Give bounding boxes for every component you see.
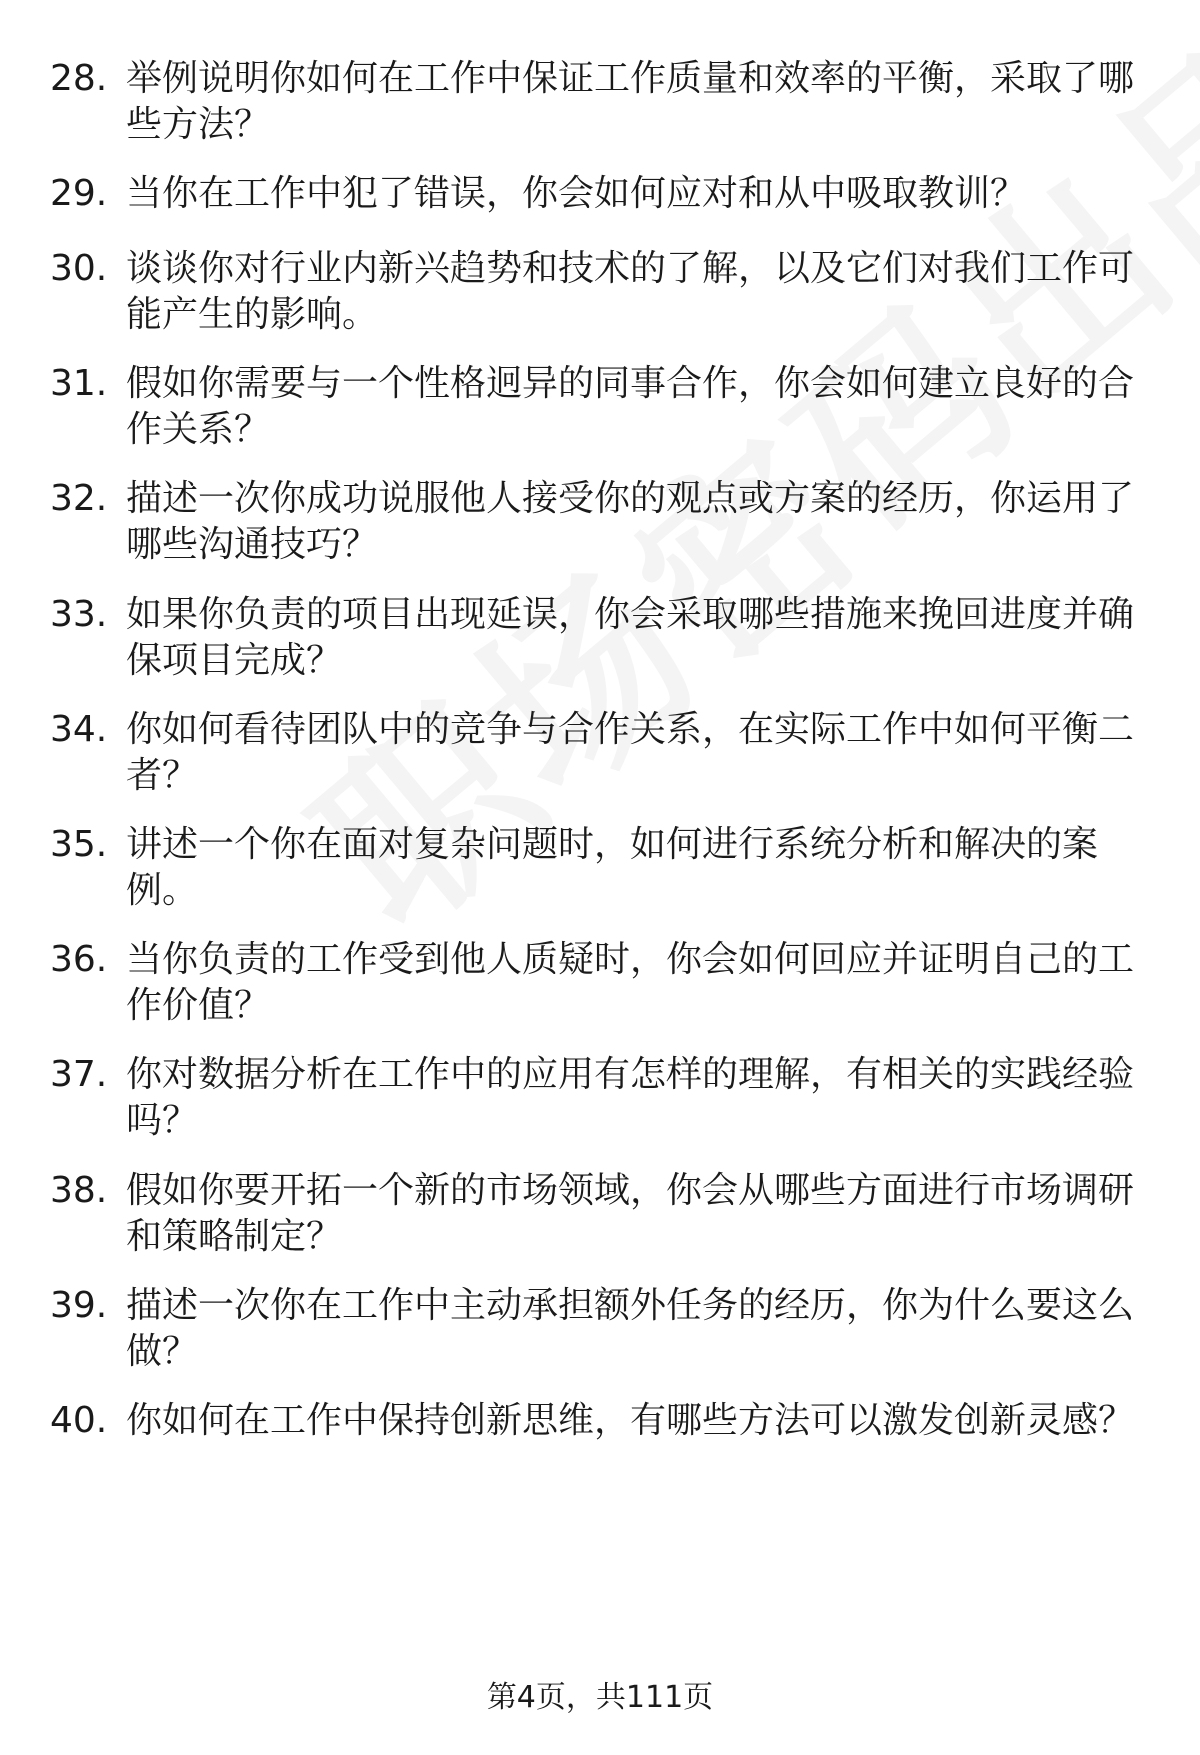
question-number: 37.: [50, 1054, 108, 1095]
question-item: [50, 56, 1150, 148]
page-footer: [0, 1678, 1200, 1718]
question-item: [50, 246, 1150, 338]
question-number: 39.: [50, 1285, 108, 1326]
question-number: 33.: [50, 594, 108, 635]
question-text: 讲述一个你在面对复杂问题时，如何进行系统分析和解决的案例。: [126, 824, 1099, 911]
question-item: [50, 822, 1150, 914]
question-text: 当你在工作中犯了错误，你会如何应对和从中吸取教训？: [126, 173, 1027, 214]
question-number: 35.: [50, 824, 108, 865]
question-text: 你对数据分析在工作中的应用有怎样的理解，有相关的实践经验吗？: [126, 1054, 1135, 1141]
question-item: [50, 1283, 1150, 1375]
question-number: 36.: [50, 939, 108, 980]
question-number: 31.: [50, 363, 108, 404]
question-item: [50, 1398, 1150, 1444]
question-item: [50, 476, 1150, 568]
question-item: [50, 937, 1150, 1029]
question-number: 34.: [50, 709, 108, 750]
question-number: 30.: [50, 248, 108, 289]
question-item: [50, 1052, 1150, 1144]
question-item: [50, 1168, 1150, 1260]
question-text: 假如你需要与一个性格迥异的同事合作，你会如何建立良好的合作关系？: [126, 363, 1135, 450]
question-text: 假如你要开拓一个新的市场领域，你会从哪些方面进行市场调研和策略制定？: [126, 1170, 1135, 1257]
question-item: [50, 592, 1150, 684]
page-number-label: 第4页，共111页: [486, 1680, 714, 1715]
question-text: 你如何在工作中保持创新思维，有哪些方法可以激发创新灵感？: [126, 1400, 1135, 1441]
question-text: 你如何看待团队中的竞争与合作关系，在实际工作中如何平衡二者？: [126, 709, 1135, 796]
question-text: 如果你负责的项目出现延误，你会采取哪些措施来挽回进度并确保项目完成？: [126, 594, 1135, 681]
question-number: 38.: [50, 1170, 108, 1211]
question-item: [50, 707, 1150, 799]
question-number: 40.: [50, 1400, 108, 1441]
question-text: 举例说明你如何在工作中保证工作质量和效率的平衡，采取了哪些方法？: [126, 58, 1135, 145]
question-item: [50, 361, 1150, 453]
question-text: 当你负责的工作受到他人质疑时，你会如何回应并证明自己的工作价值？: [126, 939, 1135, 1026]
question-text: 描述一次你成功说服他人接受你的观点或方案的经历，你运用了哪些沟通技巧？: [126, 478, 1135, 565]
question-text: 描述一次你在工作中主动承担额外任务的经历，你为什么要这么做？: [126, 1285, 1135, 1372]
question-number: 29.: [50, 173, 108, 214]
question-number: 32.: [50, 478, 108, 519]
question-text: 谈谈你对行业内新兴趋势和技术的了解，以及它们对我们工作可能产生的影响。: [126, 248, 1135, 335]
question-number: 28.: [50, 58, 108, 99]
question-item: [50, 171, 1150, 217]
